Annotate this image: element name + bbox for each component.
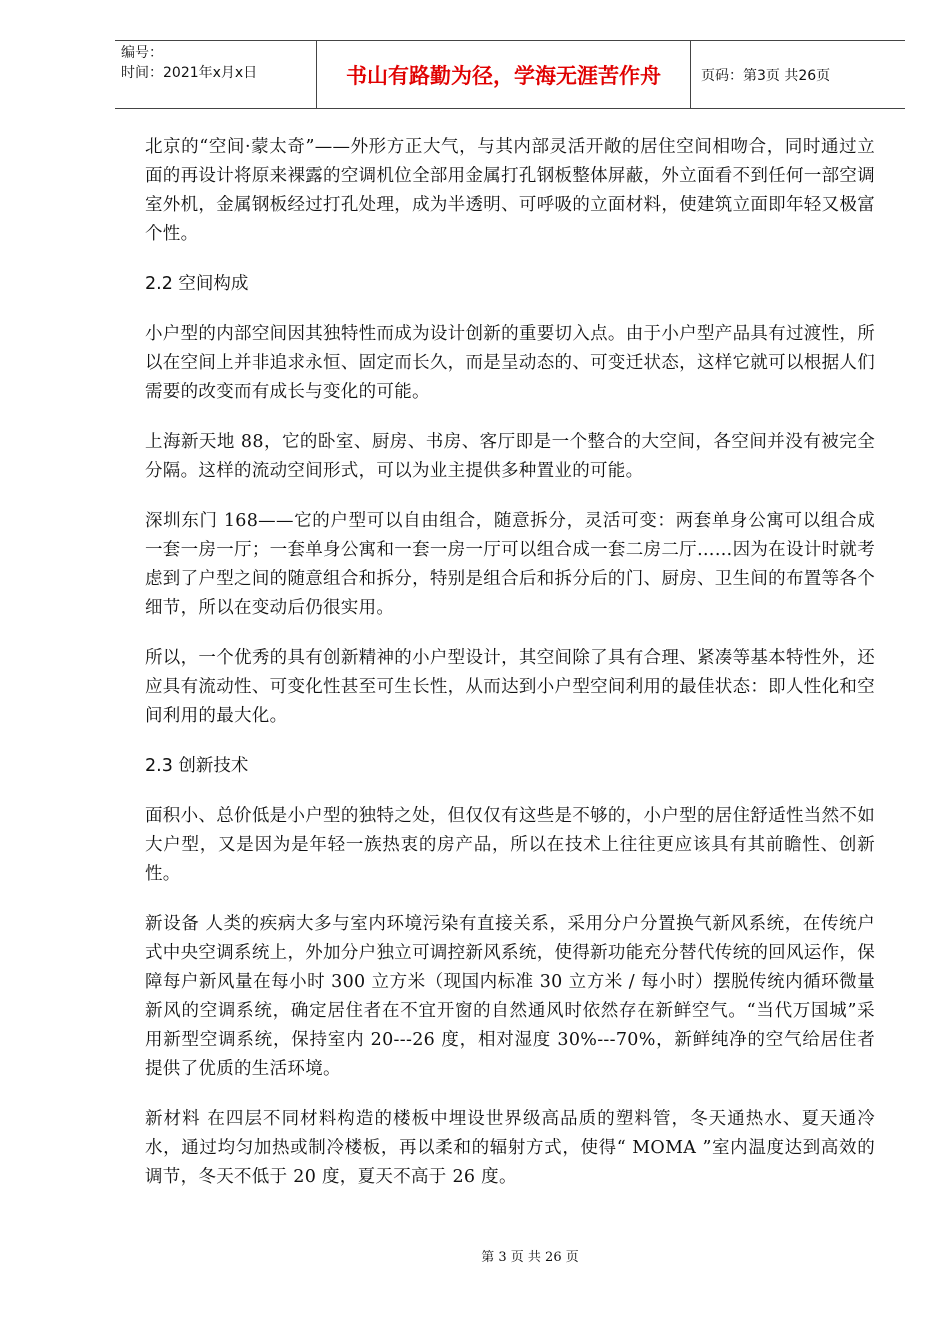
section-title: 空间构成: [178, 274, 249, 294]
page-header: [115, 40, 905, 109]
paragraph: 新设备 人类的疾病大多与室内环境污染有直接关系，采用分户分置换气新风系统，在传统户式中央空调系统上，外加分户独立可调控新风系统，使得新功能充分替代传统的回风运作，保障每户新风量在每小时 300 立方米（现国内标准 30 立方米 / 每小时）摆脱传统内循环微量新风的空调系统，确定居住者在不宜开窗的自然通风时依然存在新鲜空气。“当代万国城”采用新型空调系统，保持室内 20---26 度，相对湿度 30%---70%，新鲜纯净的空气给居住者提供了优质的生活环境。: [145, 914, 875, 1079]
paragraph: 北京的“空间·蒙太奇”——外形方正大气，与其内部灵活开敞的居住空间相吻合，同时通过立面的再设计将原来裸露的空调机位全部用金属打孔钢板整体屏蔽，外立面看不到任何一部空调室外机，金属钢板经过打孔处理，成为半透明、可呼吸的立面材料，使建筑立面即年轻又极富个性。: [145, 137, 875, 244]
header-motto: 书山有路勤为径，学海无涯苦作舟: [317, 41, 691, 108]
document-body: [145, 133, 875, 1213]
header-page-number: 页码：第3页 共26页: [701, 67, 831, 84]
section-heading: [145, 270, 875, 299]
paragraph: 小户型的内部空间因其独特性而成为设计创新的重要切入点。由于小户型产品具有过渡性，所以在空间上并非追求永恒、固定而长久，而是呈动态的、可变迁状态，这样它就可以根据人们需要的改变而有成长与变化的可能。: [145, 324, 875, 402]
header-meta: [115, 41, 317, 108]
section-heading: [145, 752, 875, 781]
page-footer: 第 3 页 共 26 页: [481, 1250, 579, 1265]
section-number: 2.2: [145, 274, 173, 294]
paragraph: 面积小、总价低是小户型的独特之处，但仅仅有这些是不够的，小户型的居住舒适性当然不如大户型，又是因为是年轻一族热衷的房产品，所以在技术上往往更应该具有其前瞻性、创新性。: [145, 806, 875, 884]
doc-date-label: 时间：2021年x月x日: [121, 65, 258, 81]
section-number: 2.3: [145, 756, 173, 776]
paragraph: 上海新天地 88，它的卧室、厨房、书房、客厅即是一个整合的大空间，各空间并没有被完全分隔。这样的流动空间形式，可以为业主提供多种置业的可能。: [145, 432, 875, 481]
section-title: 创新技术: [178, 756, 249, 776]
paragraph: 深圳东门 168——它的户型可以自由组合，随意拆分，灵活可变：两套单身公寓可以组合成一套一房一厅；一套单身公寓和一套一房一厅可以组合成一套二房二厅……因为在设计时就考虑到了户型之间的随意组合和拆分，特别是组合后和拆分后的门、厨房、卫生间的布置等各个细节，所以在变动后仍很实用。: [145, 511, 875, 618]
paragraph: 所以，一个优秀的具有创新精神的小户型设计，其空间除了具有合理、紧凑等基本特性外，还应具有流动性、可变化性甚至可生长性，从而达到小户型空间利用的最佳状态：即人性化和空间利用的最大化。: [145, 648, 875, 726]
doc-number-label: 编号：: [121, 45, 163, 61]
paragraph: 新材料 在四层不同材料构造的楼板中埋设世界级高品质的塑料管，冬天通热水、夏天通冷水，通过均匀加热或制冷楼板，再以柔和的辐射方式，使得“ MOMA ”室内温度达到高效的调节，冬天不低于 20 度，夏天不高于 26 度。: [145, 1109, 875, 1187]
